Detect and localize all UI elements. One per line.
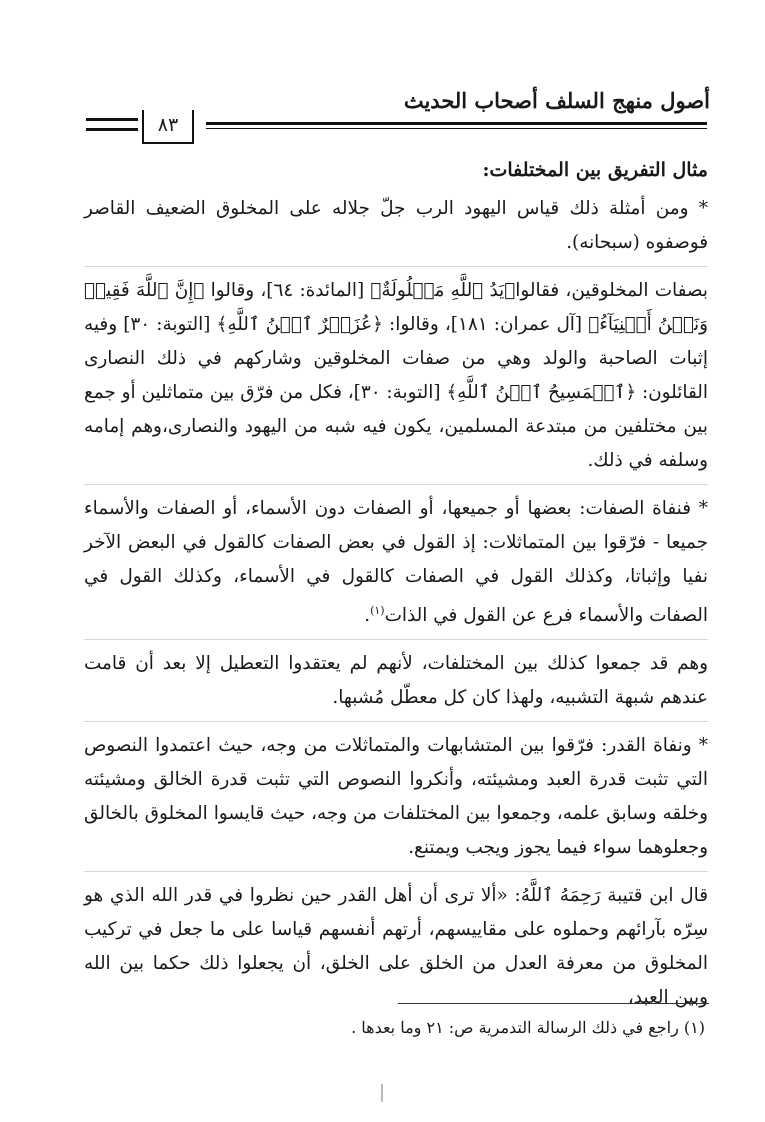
section-heading: مثال التفريق بين المختلفات: xyxy=(482,159,708,181)
scan-mark xyxy=(381,1084,383,1102)
page-number: ٨٣ xyxy=(142,110,194,144)
paragraph-separator xyxy=(84,484,708,485)
paragraph-separator xyxy=(84,721,708,722)
footnote-marker: (١) xyxy=(370,604,385,617)
paragraph-5: * ونفاة القدر: فرّقوا بين المتشابهات والمتماثلات من وجه، حيث اعتمدوا النصوص التي تثبت قدرة العبد ومشيئته، وأنكروا النصوص التي تثبت قدرة الخالق ومشيئته وخلقه وسابق علمه، وجمعوا بين المختلفات من وجه، حيث قايسوا المخلوق بالخالق وجعلوهما سواء فيما يجوز ويجب ويمتنع. xyxy=(84,735,708,859)
paragraph-separator xyxy=(84,871,708,872)
paragraph-3-end: . xyxy=(364,605,371,627)
header-rule xyxy=(206,122,707,125)
paragraph-3 xyxy=(84,492,708,633)
paragraph-6: قال ابن قتيبة رَحِمَهُ ٱللَّهُ: «ألا ترى أن أهل القدر حين نظروا في قدر الله الذي هو سِرّه بآرائهم وحملوه على مقاييسهم، أرتهم أنفسهم قياسا على ما جعل في تركيب المخلوق من معرفة العدل من الخلق على الخلق، أن يجعلوا ذلك حكما بين الله وبين العبد، xyxy=(84,885,708,1009)
footnote-rule xyxy=(398,1003,709,1004)
paragraph-4: وهم قد جمعوا كذلك بين المختلفات، لأنهم لم يعتقدوا التعطيل إلا بعد أن قامت عندهم شبهة التشبيه، ولهذا كان كل معطّل مُشبها. xyxy=(84,653,708,709)
paragraph-2: بصفات المخلوقين، فقالوا﴿يَدُ ٱللَّهِ مَغۡلُولَةٌ﴾ [المائدة: ٦٤]، وقالوا ﴿إِنَّ ٱللَّهَ فَقِيرٞ وَنَحۡنُ أَغۡنِيَآءُ﴾ [آل عمران: ١٨١]، وقالوا: ﴿عُزَيۡرٌ ٱبۡنُ ٱللَّهِ﴾ [التوبة: ٣٠] وفيه إثبات الصاحبة والولد وهي من صفات المخلوقين وشاركهم في ذلك النصارى القائلون: ﴿ٱلۡمَسِيحُ ٱبۡنُ ٱللَّهِ﴾ [التوبة: ٣٠]، فكل من فرّق بين متماثلين أو جمع بين مختلفين من مبتدعة المسلمين، يكون فيه شبه من اليهود والنصارى،وهم إمامه وسلفه في ذلك. xyxy=(84,280,709,471)
header-rule-thin xyxy=(206,128,707,129)
paragraph-3-text: * فنفاة الصفات: بعضها أو جميعها، أو الصفات دون الأسماء، أو الصفات والأسماء جميعا - فرّقوا بين المتماثلات: إذ القول في بعض الصفات كالقول في البعض الآخر نفيا وإثباتا، وكذلك القول في الصفات كالقول في الأسماء، وكذلك القول في الصفات والأسماء فرع عن القول في الذات xyxy=(84,498,708,627)
running-title: أصول منهج السلف أصحاب الحديث xyxy=(403,88,710,113)
header-ornament-bars xyxy=(86,118,138,131)
footnote: (١) راجع في ذلك الرسالة التدمرية ص: ٢١ وما بعدها . xyxy=(351,1018,705,1037)
paragraph-separator xyxy=(84,639,708,640)
page-body xyxy=(84,150,708,1015)
paragraph-1: * ومن أمثلة ذلك قياس اليهود الرب جلّ جلاله على المخلوق الضعيف القاصر فوصفوه (سبحانه). xyxy=(84,198,708,253)
paragraph-separator xyxy=(84,266,708,267)
